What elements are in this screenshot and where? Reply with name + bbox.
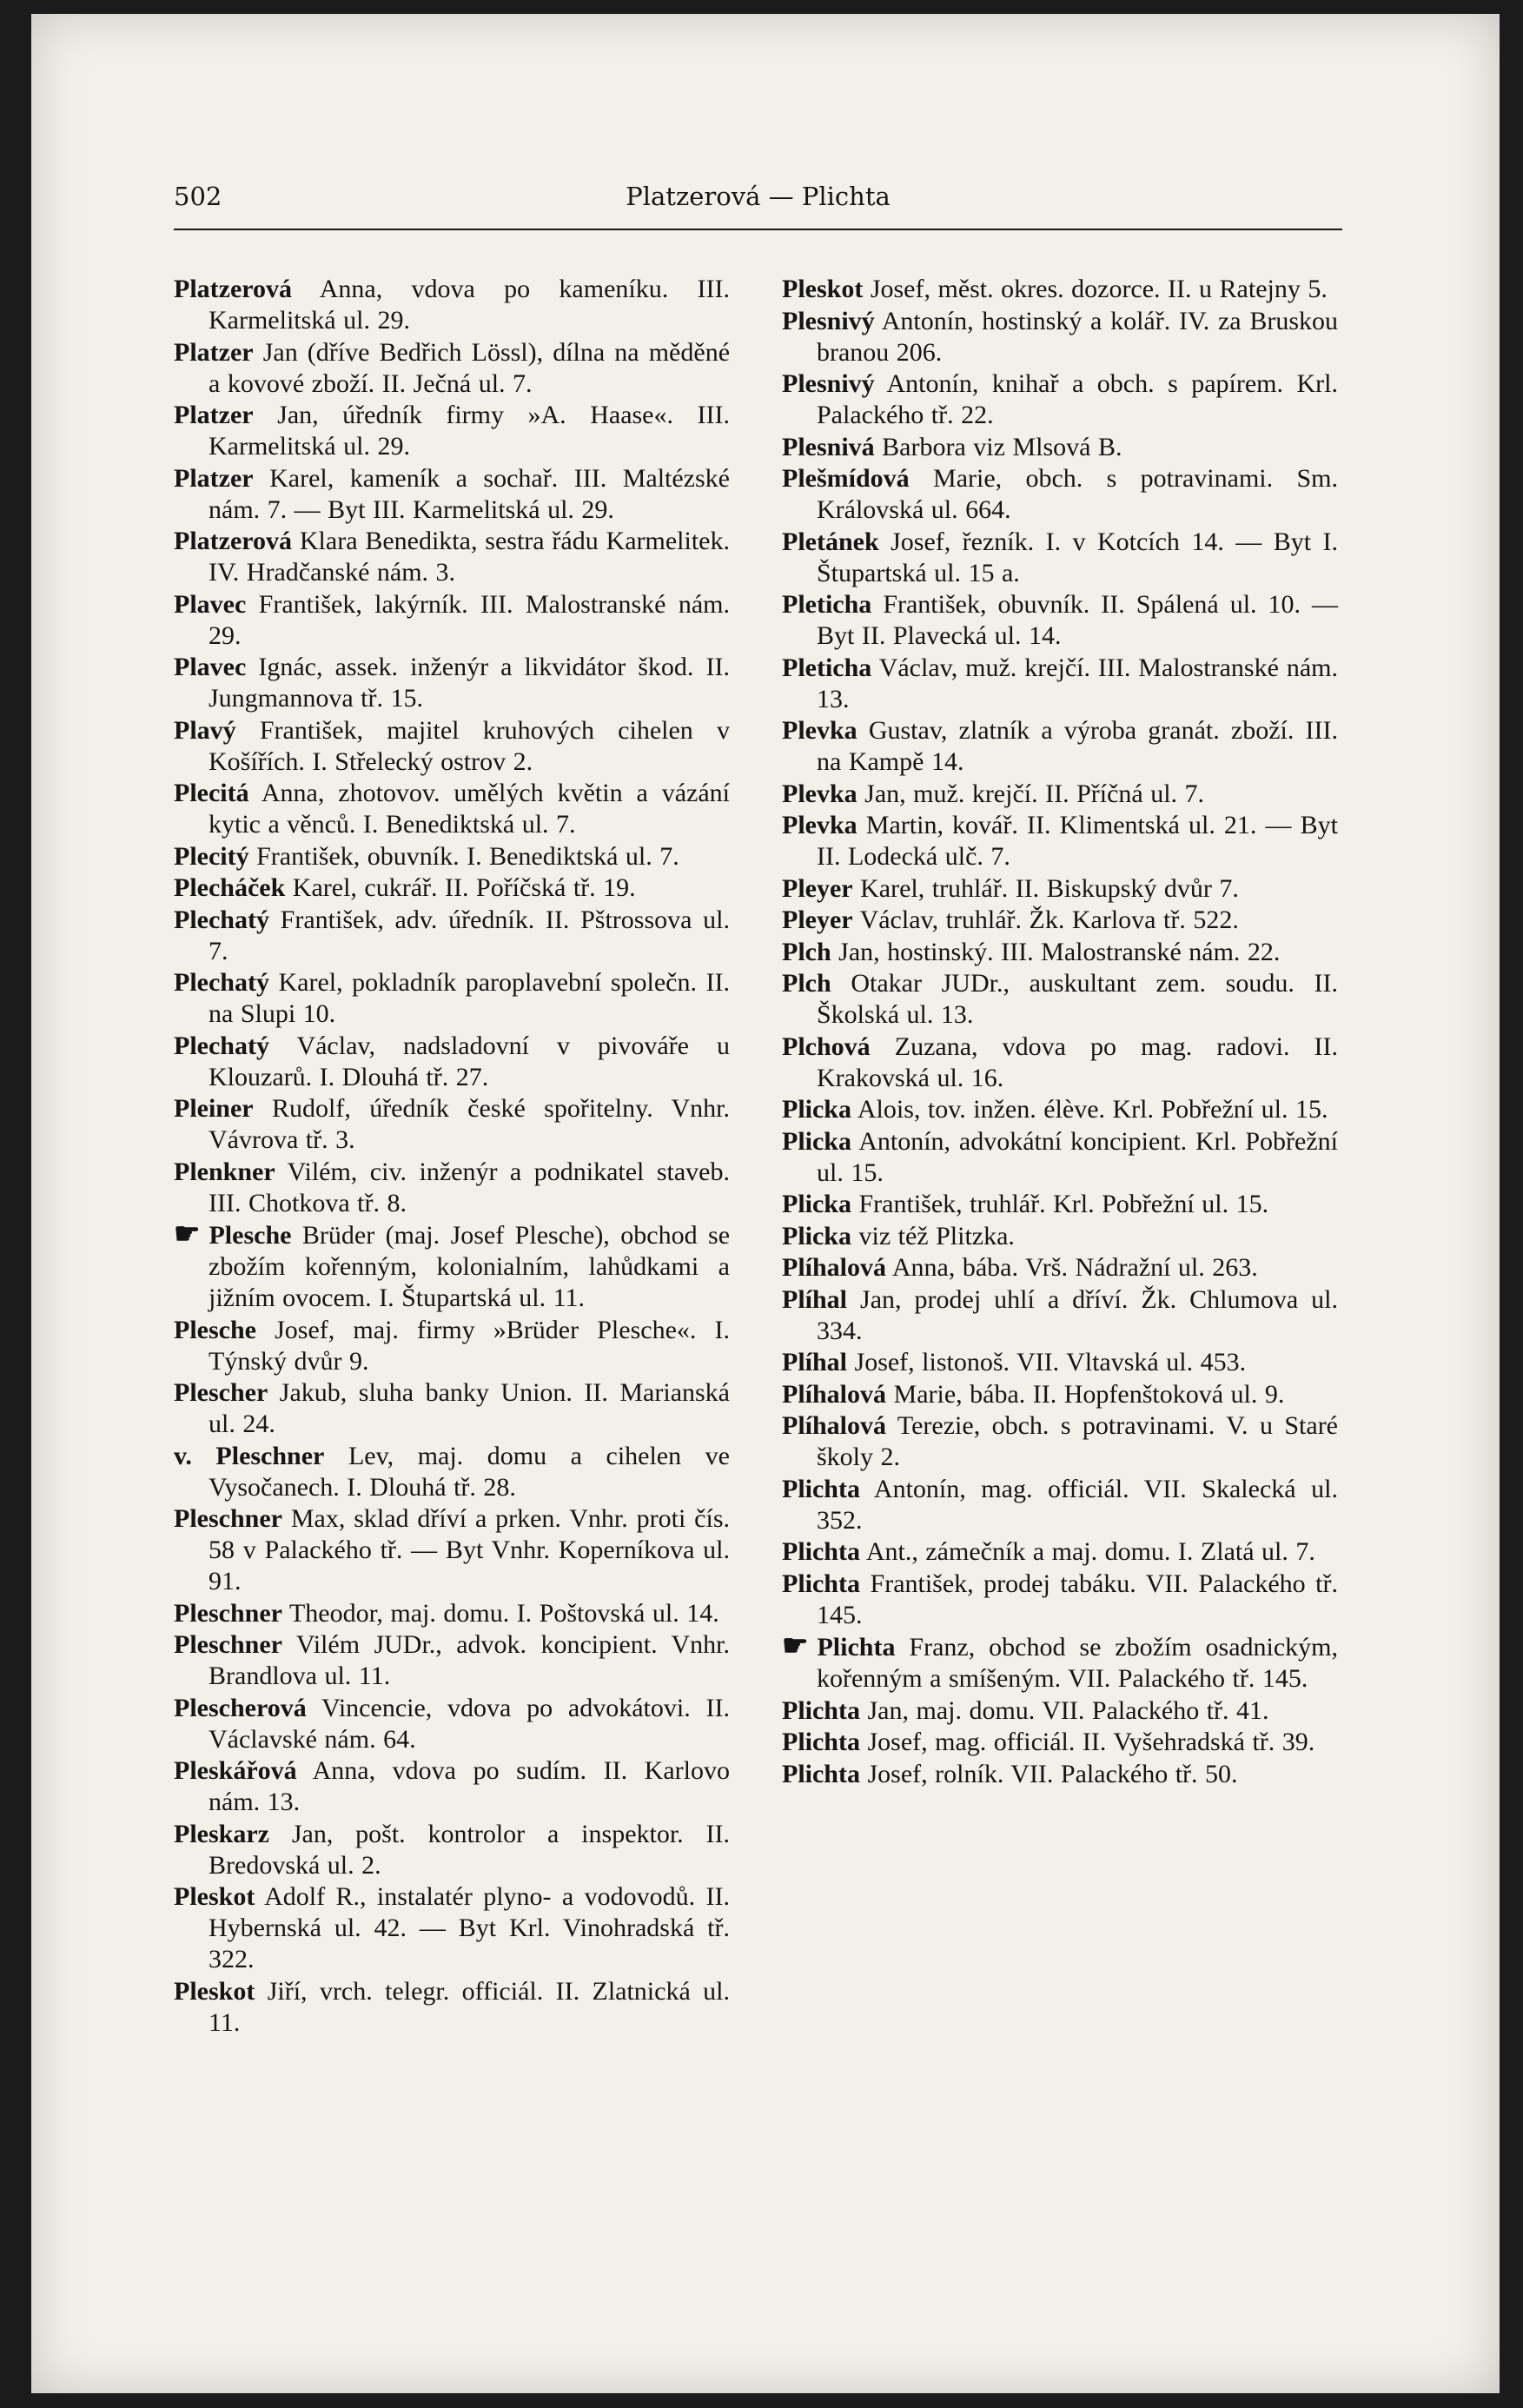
entry-detail: Marie, obch. s potravinami. Sm. Královská ul. 664. — [817, 464, 1338, 524]
entry-name: Plchová — [782, 1032, 871, 1061]
directory-entry — [174, 1377, 730, 1440]
entry-detail: Jan, prodej uhlí a dříví. Žk. Chlumova ul. 334. — [817, 1284, 1339, 1345]
entry-detail: Václav, muž. krejčí. III. Malostranské nám. 13. — [817, 653, 1338, 713]
entry-detail: Jan, muž. krejčí. II. Příčná ul. 7. — [864, 779, 1205, 808]
directory-entry — [782, 527, 1338, 589]
directory-entry — [782, 1252, 1338, 1284]
entry-name: Plch — [782, 937, 831, 966]
entry-name: Plichta — [782, 1695, 860, 1725]
entry-name: Pleskot — [174, 1882, 255, 1911]
running-title: Platzerová — Plichta — [626, 182, 891, 211]
directory-entry — [174, 1598, 730, 1629]
entry-name: Plicka — [782, 1190, 851, 1218]
entry-name: Pleskářová — [174, 1756, 297, 1785]
entry-name: v. Pleschner — [174, 1441, 325, 1470]
entry-name: Plichta — [782, 1474, 860, 1503]
directory-entry — [782, 1379, 1338, 1410]
directory-entry — [174, 463, 730, 526]
entry-name: Plesnivá — [782, 432, 875, 461]
directory-entry — [782, 1032, 1338, 1094]
entry-detail: Antonín, advokátní koncipient. Krl. Pobřežní ul. 15. — [817, 1126, 1338, 1187]
directory-entry — [782, 432, 1338, 463]
directory-entry — [174, 967, 730, 1030]
entry-detail: Barbora viz Mlsová B. — [882, 432, 1122, 461]
entry-detail: Karel, cukrář. II. Poříčská tř. 19. — [292, 873, 636, 902]
entry-name: Plevka — [782, 716, 858, 745]
directory-entry — [174, 274, 730, 336]
entry-detail: Václav, nadsladovní v pivováře u Klouzarů. I. Dlouhá tř. 27. — [209, 1031, 730, 1091]
directory-entry — [782, 653, 1338, 715]
entry-detail: Terezie, obch. s potravinami. V. u Staré školy 2. — [817, 1411, 1338, 1471]
directory-entry — [174, 1629, 730, 1692]
entry-name: Plichta — [817, 1633, 896, 1662]
entry-name: Plichta — [782, 1728, 860, 1756]
directory-entry — [174, 905, 730, 967]
entry-name: Plíhal — [782, 1284, 848, 1314]
entry-detail: Ignác, assek. inženýr a likvidátor škod. II. Jungmannova tř. 15. — [209, 653, 730, 713]
entry-detail: Anna, zhotovov. umělých květin a vázání kytic a věnců. I. Benediktská ul. 7. — [209, 779, 730, 839]
entry-detail: Adolf R., instalatér plyno- a vodovodů. II. Hybernská ul. 42. — Byt Krl. Vinohradská tř. 322. — [209, 1882, 730, 1973]
entry-detail: Lev, maj. domu a cihelen ve Vysočanech. I. Dlouhá tř. 28. — [209, 1441, 730, 1502]
directory-entry — [174, 1503, 730, 1597]
directory-entry — [782, 810, 1338, 872]
directory-entry — [782, 1094, 1338, 1125]
left-column — [174, 274, 730, 2039]
entry-detail: Anna, vdova po kameníku. III. Karmelitská ul. 29. — [209, 275, 730, 335]
directory-entry — [174, 1755, 730, 1818]
directory-entry — [782, 715, 1338, 778]
entry-name: Plecitá — [174, 779, 249, 807]
entry-name: Plicka — [782, 1126, 851, 1156]
entry-detail: Klara Benedikta, sestra řádu Karmelitek. IV. Hradčanské nám. 3. — [209, 527, 730, 587]
directory-entry — [174, 337, 730, 400]
directory-entry — [782, 368, 1338, 431]
entry-name: Plechatý — [174, 968, 269, 997]
entry-detail: František, obuvník. I. Benediktská ul. 7. — [256, 841, 679, 871]
entry-detail: Zuzana, vdova po mag. radovi. II. Krakovská ul. 16. — [817, 1032, 1338, 1092]
directory-entry — [174, 1093, 730, 1156]
entry-detail: Josef, listonoš. VII. Vltavská ul. 453. — [854, 1348, 1247, 1376]
right-column — [782, 274, 1338, 1790]
directory-entry — [782, 1695, 1338, 1727]
directory-entry — [174, 1693, 730, 1755]
entry-name: Platzer — [174, 463, 254, 493]
directory-entry — [782, 1126, 1338, 1189]
entry-name: Pleskarz — [174, 1819, 269, 1848]
entry-name: Plíhalová — [782, 1379, 887, 1409]
directory-entry — [782, 1347, 1338, 1378]
entry-name: Plichta — [782, 1537, 860, 1566]
directory-entry — [782, 1474, 1338, 1536]
directory-entry — [174, 841, 730, 872]
directory-entry — [782, 463, 1338, 526]
entry-name: Plíhal — [782, 1348, 848, 1376]
entry-name: Plíhalová — [782, 1253, 887, 1282]
entry-detail: Jiří, vrch. telegr. officiál. II. Zlatnická ul. 11. — [209, 1976, 730, 2037]
directory-entry — [174, 1157, 730, 1219]
entry-name: Pleschner — [174, 1504, 282, 1533]
entry-detail: Jan (dříve Bedřich Lössl), dílna na měděné a kovové zboží. II. Ječná ul. 7. — [209, 337, 731, 398]
entry-name: Pleyer — [782, 873, 853, 903]
directory-entry — [174, 1031, 730, 1093]
directory-entry — [174, 400, 730, 462]
entry-name: Plavec — [174, 653, 247, 681]
entry-detail: Josef, mag. officiál. II. Vyšehradská tř. 39. — [867, 1728, 1315, 1756]
entry-detail: Antonín, hostinský a kolář. IV. za Bruskou branou 206. — [817, 306, 1338, 367]
entry-name: Pleticha — [782, 653, 872, 682]
entry-detail: Karel, kameník a sochař. III. Maltézské nám. 7. — Byt III. Karmelitská ul. 29. — [209, 463, 730, 524]
entry-detail: Josef, měst. okres. dozorce. II. u Ratejny 5. — [870, 275, 1328, 303]
entry-detail: Jan, pošt. kontrolor a inspektor. II. Bredovská ul. 2. — [209, 1819, 731, 1880]
entry-name: Platzer — [174, 401, 254, 429]
entry-name: Plecitý — [174, 841, 249, 871]
entry-name: Plenkner — [174, 1157, 275, 1186]
entry-name: Plevka — [782, 811, 858, 839]
entry-name: Pleschner — [174, 1598, 282, 1628]
entry-detail: viz též Plitzka. — [858, 1221, 1015, 1250]
entry-detail: Josef, rolník. VII. Palackého tř. 50. — [867, 1759, 1238, 1788]
entry-detail: Max, sklad dříví a prken. Vnhr. proti čís. 58 v Palackého tř. — Byt Vnhr. Koperníkova ul. 91. — [209, 1504, 730, 1595]
entry-detail: František, prodej tabáku. VII. Palackého tř. 145. — [817, 1569, 1339, 1629]
entry-detail: František, truhlář. Krl. Pobřežní ul. 15. — [858, 1190, 1269, 1218]
entry-detail: Jan, hostinský. III. Malostranské nám. 22. — [838, 937, 1281, 966]
directory-entry — [174, 1441, 730, 1503]
entry-detail: Martin, kovář. II. Klimentská ul. 21. — Byt II. Lodecká ulč. 7. — [817, 811, 1339, 871]
entry-detail: František, majitel kruhových cihelen v Košířích. I. Střelecký ostrov 2. — [209, 715, 730, 776]
entry-detail: Marie, bába. II. Hopfenštoková ul. 9. — [893, 1379, 1285, 1409]
header-rule — [174, 229, 1342, 230]
entry-detail: Brüder (maj. Josef Plesche), obchod se zbožím kořenným, kolonialním, lahůdkami a jižním ovocem. I. Štupartská ul. 11. — [209, 1221, 731, 1312]
entry-name: Platzerová — [174, 275, 293, 303]
directory-entry — [782, 1221, 1338, 1252]
entry-name: Platzerová — [174, 527, 293, 555]
directory-entry — [782, 274, 1338, 305]
entry-detail: František, obuvník. II. Spálená ul. 10. — Byt II. Plavecká ul. 14. — [817, 590, 1338, 650]
entry-name: Plesnivý — [782, 369, 875, 398]
entry-name: Plešmídová — [782, 464, 910, 493]
entry-name: Plevka — [782, 779, 858, 808]
pointing-hand-icon: ☛ — [782, 1630, 809, 1662]
entry-name: Pletánek — [782, 527, 879, 556]
directory-entry — [174, 1315, 730, 1377]
directory-entry — [782, 1189, 1338, 1220]
entry-name: Plicka — [782, 1095, 851, 1124]
directory-entry — [174, 652, 730, 714]
directory-entry — [782, 1631, 1338, 1695]
entry-detail: Antonín, mag. officiál. VII. Skalecká ul. 352. — [817, 1474, 1338, 1535]
entry-name: Pleyer — [782, 905, 853, 934]
directory-entry — [174, 1219, 730, 1314]
directory-entry — [782, 1410, 1338, 1473]
entry-name: Plescherová — [174, 1693, 307, 1722]
entry-name: Plch — [782, 969, 831, 998]
entry-name: Plesche — [209, 1221, 292, 1250]
entry-detail: Franz, obchod se zbožím osadnickým, kořenným a smíšeným. VII. Palackého tř. 145. — [817, 1633, 1339, 1693]
entry-name: Plavý — [174, 715, 236, 745]
directory-entry — [782, 873, 1338, 905]
directory-entry — [174, 1819, 730, 1881]
entry-name: Pleticha — [782, 590, 872, 619]
directory-entry — [174, 589, 730, 652]
directory-entry — [174, 872, 730, 904]
entry-name: Plichta — [782, 1759, 860, 1788]
entry-detail: Ant., zámečník a maj. domu. I. Zlatá ul. 7. — [865, 1537, 1315, 1566]
entry-name: Plesche — [174, 1315, 256, 1344]
page-header — [174, 178, 1342, 222]
directory-entry — [782, 779, 1338, 810]
directory-entry — [782, 937, 1338, 968]
entry-name: Plecháček — [174, 873, 286, 902]
entry-detail: Karel, truhlář. II. Biskupský dvůr 7. — [860, 873, 1239, 903]
directory-entry — [174, 526, 730, 588]
entry-detail: Anna, bába. Vrš. Nádražní ul. 263. — [891, 1253, 1258, 1282]
directory-entry — [782, 1759, 1338, 1790]
entry-name: Plavec — [174, 589, 247, 619]
entry-detail: Václav, truhlář. Žk. Karlova tř. 522. — [859, 905, 1239, 934]
entry-detail: František, adv. úředník. II. Pštrossova ul. 7. — [209, 905, 730, 965]
entry-detail: Jan, úředník firmy »A. Haase«. III. Karmelitská ul. 29. — [209, 401, 730, 461]
entry-detail: Vilém, civ. inženýr a podnikatel staveb. III. Chotkova tř. 8. — [209, 1157, 730, 1217]
entry-detail: Jakub, sluha banky Union. II. Marianská ul. 24. — [209, 1378, 731, 1438]
directory-entry — [174, 1976, 730, 2039]
entry-name: Pleskot — [782, 275, 864, 303]
directory-entry — [782, 968, 1338, 1031]
pointing-hand-icon: ☛ — [174, 1218, 201, 1250]
entry-detail: Jan, maj. domu. VII. Palackého tř. 41. — [867, 1695, 1269, 1725]
entry-name: Platzer — [174, 337, 254, 367]
entry-name: Plechatý — [174, 905, 269, 934]
entry-name: Plesnivý — [782, 306, 875, 335]
entry-name: Plescher — [174, 1378, 268, 1407]
directory-entry — [782, 1536, 1338, 1568]
entry-name: Plicka — [782, 1221, 851, 1250]
entry-name: Pleschner — [174, 1630, 282, 1659]
entry-detail: Josef, maj. firmy »Brüder Plesche«. I. Týnský dvůr 9. — [209, 1315, 731, 1376]
entry-name: Plichta — [782, 1569, 860, 1598]
directory-entry — [782, 1727, 1338, 1758]
directory-entry — [174, 715, 730, 778]
directory-entry — [782, 1569, 1338, 1631]
entry-detail: Vilém JUDr., advok. koncipient. Vnhr. Brandlova ul. 11. — [209, 1630, 730, 1690]
entry-detail: Vincencie, vdova po advokátovi. II. Václavské nám. 64. — [209, 1693, 730, 1754]
directory-entry — [782, 589, 1338, 652]
entry-name: Plíhalová — [782, 1411, 887, 1440]
directory-entry — [782, 905, 1338, 936]
directory-entry — [174, 778, 730, 840]
entry-name: Pleiner — [174, 1094, 254, 1123]
entry-detail: Josef, řezník. I. v Kotcích 14. — Byt I. Štupartská ul. 15 a. — [817, 527, 1338, 587]
entry-detail: Otakar JUDr., auskultant zem. soudu. II. Školská ul. 13. — [817, 969, 1338, 1029]
directory-entry — [174, 1881, 730, 1975]
entry-detail: František, lakýrník. III. Malostranské nám. 29. — [209, 589, 730, 650]
entry-detail: Theodor, maj. domu. I. Poštovská ul. 14. — [288, 1598, 719, 1628]
page-number: 502 — [174, 182, 222, 211]
directory-entry — [782, 1284, 1338, 1347]
entry-detail: Alois, tov. inžen. élève. Krl. Pobřežní ul. 15. — [857, 1095, 1328, 1124]
entry-detail: Anna, vdova po sudím. II. Karlovo nám. 13. — [209, 1756, 730, 1816]
entry-name: Plechatý — [174, 1031, 269, 1060]
entry-detail: Antonín, knihař a obch. s papírem. Krl. Palackého tř. 22. — [817, 369, 1338, 429]
entry-detail: Rudolf, úředník české spořitelny. Vnhr. Vávrova tř. 3. — [209, 1094, 731, 1154]
entry-detail: Karel, pokladník paroplavební společn. II. na Slupi 10. — [209, 968, 730, 1028]
entry-name: Pleskot — [174, 1976, 255, 2006]
directory-entry — [782, 306, 1338, 368]
entry-detail: Gustav, zlatník a výroba granát. zboží. III. na Kampě 14. — [817, 716, 1338, 776]
